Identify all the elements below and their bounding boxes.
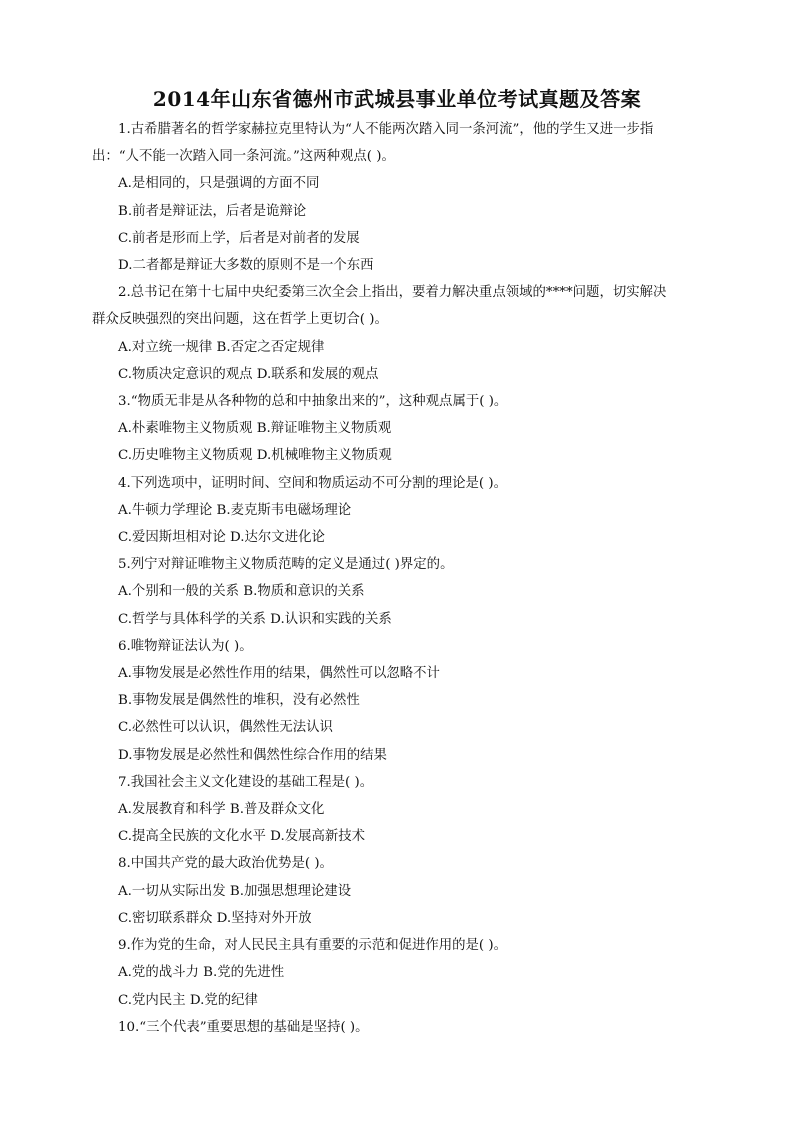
text-line: C.前者是形而上学，后者是对前者的发展 <box>118 230 360 246</box>
text-line: 3.“物质无非是从各种物的总和中抽象出来的”，这种观点属于( )。 <box>118 394 508 410</box>
text-line: 9.作为党的生命，对人民民主具有重要的示范和促进作用的是( )。 <box>118 938 508 954</box>
document-body <box>92 116 704 1041</box>
text-line: A.党的战斗力 B.党的先进性 <box>118 965 285 981</box>
text-line: A.对立统一规律 B.否定之否定规律 <box>118 339 325 355</box>
text-line: C.爱因斯坦相对论 D.达尔文进化论 <box>118 530 325 546</box>
text-line: C.哲学与具体科学的关系 D.认识和实践的关系 <box>118 611 392 627</box>
text-line: 4.下列选项中，证明时间、空间和物质运动不可分割的理论是( )。 <box>118 475 508 491</box>
text-line: C.党内民主 D.党的纪律 <box>118 992 258 1008</box>
text-line: 10.“三个代表”重要思想的基础是坚持( )。 <box>118 1019 369 1035</box>
text-line: C.历史唯物主义物质观 D.机械唯物主义物质观 <box>118 448 392 464</box>
text-line: A.事物发展是必然性作用的结果，偶然性可以忽略不计 <box>118 666 440 682</box>
text-line: A.牛顿力学理论 B.麦克斯韦电磁场理论 <box>118 502 352 518</box>
text-line: 5.列宁对辩证唯物主义物质范畴的定义是通过( )界定的。 <box>118 557 454 573</box>
text-line: C.提高全民族的文化水平 D.发展高新技术 <box>118 829 366 845</box>
text-line: A.个别和一般的关系 B.物质和意识的关系 <box>118 584 365 600</box>
text-line: B.事物发展是偶然性的堆积，没有必然性 <box>118 693 360 709</box>
text-line: A.发展教育和科学 B.普及群众文化 <box>118 802 325 818</box>
text-line: A.朴素唯物主义物质观 B.辩证唯物主义物质观 <box>118 421 392 437</box>
text-line: C.密切联系群众 D.坚持对外开放 <box>118 910 312 926</box>
text-line: 2.总书记在第十七届中央纪委第三次全会上指出，要着力解决重点领域的****问题，切实解决 <box>118 285 667 301</box>
text-line: 7.我国社会主义文化建设的基础工程是( )。 <box>118 774 374 790</box>
text-line: D.二者都是辩证大多数的原则不是一个东西 <box>118 258 374 274</box>
text-line: 1.古希腊著名的哲学家赫拉克里特认为“人不能两次踏入同一条河流”，他的学生又进一步指 <box>118 122 654 137</box>
text-line: B.前者是辩证法，后者是诡辩论 <box>118 203 307 219</box>
text-line: A.一切从实际出发 B.加强思想理论建设 <box>118 883 352 899</box>
text-line: 6.唯物辩证法认为( )。 <box>118 638 253 654</box>
text-line: 出：“人不能一次踏入同一条河流。”这两种观点( )。 <box>92 149 395 165</box>
document-title: 2014年山东省德州市武城县事业单位考试真题及答案 <box>152 87 642 111</box>
text-line: A.是相同的，只是强调的方面不同 <box>118 176 320 192</box>
text-line: C.必然性可以认识，偶然性无法认识 <box>118 720 333 736</box>
text-line: C.物质决定意识的观点 D.联系和发展的观点 <box>118 366 379 382</box>
text-line: 群众反映强烈的突出问题，这在哲学上更切合( )。 <box>92 312 388 328</box>
text-line: D.事物发展是必然性和偶然性综合作用的结果 <box>118 747 387 763</box>
text-line: 8.中国共产党的最大政治优势是( )。 <box>118 856 333 872</box>
